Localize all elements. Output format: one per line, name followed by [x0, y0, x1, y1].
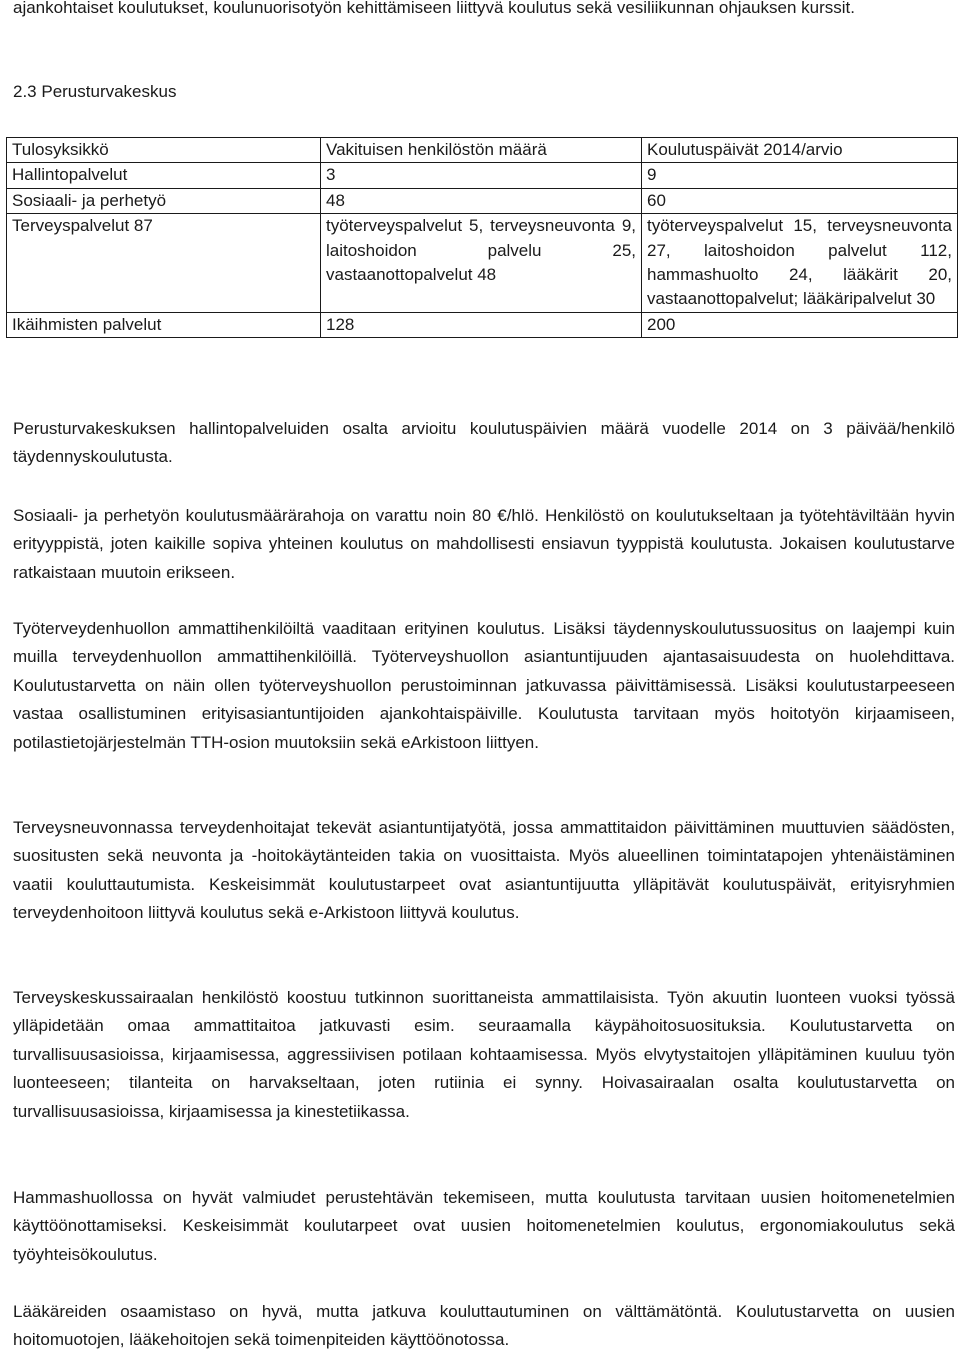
- header-unit: Tulosyksikkö: [7, 138, 321, 163]
- paragraph-occupational-health: Työterveydenhuollon ammattihenkilöiltä vaaditaan erityinen koulutus. Lisäksi täydennyskoulutussuositus on laajempi kuin muilla terveydenhuollon ammattihenkilöillä. Työterveyshuollon asiantuntijuuden ajantasaisuudesta on huolehdittava. Koulutustarvetta on näin ollen työterveyshuollon perustoiminnan jatkuvassa päivittämisessä. Lisäksi koulutustarpeeseen vastaa osallistuminen erityisasiantuntijoiden ajankohtaispäiville. Koulutusta tarvitaan myös hoitotyön kirjaamiseen, potilastietojärjestelmän TTH-osion muutoksiin sekä eArkistoon liittyen.: [13, 619, 955, 752]
- table-cell: 9: [642, 163, 958, 188]
- table-row: [7, 163, 958, 188]
- table-cell: Hallintopalvelut: [7, 163, 321, 188]
- table-cell: 48: [321, 188, 642, 213]
- paragraph-hospital: Terveyskeskussairaalan henkilöstö koostuu tutkinnon suorittaneista ammattilaisista. Työn akuutin luonteen vuoksi työssä ylläpidetään omaa ammattitaitoa jatkuvasti esim. seuraamalla käypähoitosuosituksia. Koulutustarvetta on turvallisuusasioissa, kirjaamisessa, aggressiivisen potilaan kohtaamisessa. Myös elvytystaitojen ylläpitäminen kuuluu työn luonteeseen; tilanteita on harvakseltaan, joten rutiinia ei synny. Hoivasairaalan osalta koulutustarvetta on turvallisuusasioissa, kirjaamisessa ja kinestetiikassa.: [13, 988, 955, 1121]
- table-cell: 60: [642, 188, 958, 213]
- table-cell: 3: [321, 163, 642, 188]
- paragraph-administration: Perusturvakeskuksen hallintopalveluiden osalta arvioitu koulutuspäivien määrä vuodelle 2014 on 3 päivää/henkilö täydennyskoulutusta.: [13, 419, 955, 467]
- table-cell: työterveyspalvelut 5, terveysneuvonta 9, laitoshoidon palvelu 25, vastaanottopalvelut 48: [321, 214, 642, 313]
- section-heading: 2.3 Perusturvakeskus: [13, 82, 177, 101]
- header-training-days: Koulutuspäivät 2014/arvio: [642, 138, 958, 163]
- paragraph-physicians: Lääkäreiden osaamistaso on hyvä, mutta jatkuva kouluttautuminen on välttämätöntä. Koulutustarvetta on uusien hoitomuotojen, lääkehoitojen sekä toimenpiteiden käyttöönotossa.: [13, 1302, 955, 1350]
- paragraph-dental-care: Hammashuollossa on hyvät valmiudet perustehtävän tekemiseen, mutta koulutusta tarvitaan uusien hoitomenetelmien käyttöönottamiseksi. Keskeisimmät koulutarpeet ovat uusien hoitomenetelmien koulutus, ergonomiakoulutus sekä työyhteisökoulutus.: [13, 1188, 955, 1264]
- table-row: [7, 214, 958, 313]
- header-staff-count: Vakituisen henkilöstön määrä: [321, 138, 642, 163]
- table-row: [7, 312, 958, 337]
- staff-training-table: [6, 137, 958, 338]
- table-cell: 200: [642, 312, 958, 337]
- intro-paragraph: ajankohtaiset koulutukset, koulunuorisotyön kehittämiseen liittyvä koulutus sekä vesiliikunnan ohjauksen kurssit.: [13, 0, 855, 17]
- table-cell: 128: [321, 312, 642, 337]
- table-cell: Terveyspalvelut 87: [7, 214, 321, 313]
- paragraph-health-counselling: Terveysneuvonnassa terveydenhoitajat tekevät asiantuntijatyötä, jossa ammattitaidon päivittäminen muuttuvien säädösten, suositusten sekä neuvonta ja -hoitokäytänteiden takia on vuosittaista. Myös alueellinen toimintatapojen yhtenäistäminen vaatii kouluttautumista. Keskeisimmät koulutustarpeet ovat asiantuntijuutta ylläpitävät koulutuspäivät, erityisryhmien terveydenhoitoon liittyvä koulutus sekä e-Arkistoon liittyvä koulutus.: [13, 818, 955, 923]
- paragraph-social-services: Sosiaali- ja perhetyön koulutusmäärärahoja on varattu noin 80 €/hlö. Henkilöstö on koulutukseltaan ja työtehtäviltään hyvin erityyppistä, joten kaikille sopiva yhteinen koulutus on mahdollisesti ensiavun tyyppistä koulutusta. Jokaisen koulutustarve ratkaistaan muutoin erikseen.: [13, 506, 955, 582]
- table-row: [7, 188, 958, 213]
- table-cell: Sosiaali- ja perhetyö: [7, 188, 321, 213]
- table-header-row: [7, 138, 958, 163]
- table-cell: työterveyspalvelut 15, terveysneuvonta 27, laitoshoidon palvelut 112, hammashuolto 24, lääkärit 20, vastaanottopalvelut; lääkäripalvelut 30: [642, 214, 958, 313]
- table-cell: Ikäihmisten palvelut: [7, 312, 321, 337]
